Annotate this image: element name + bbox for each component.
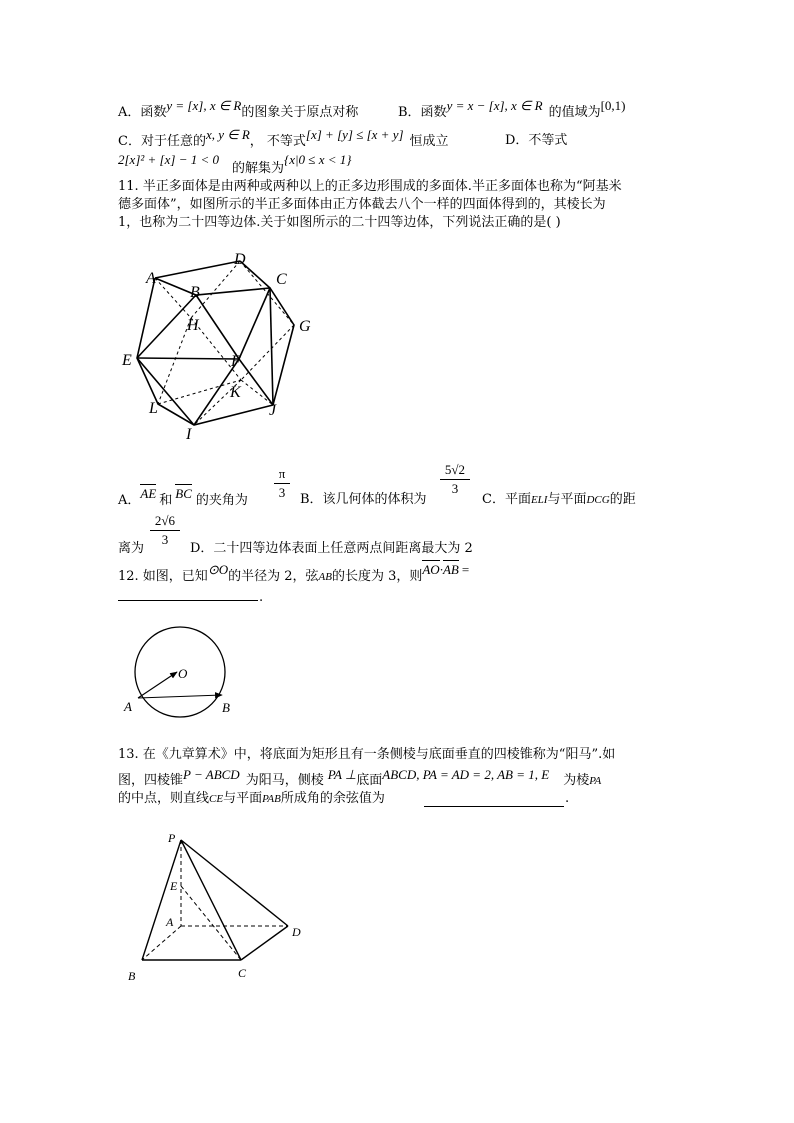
q12-equals: = xyxy=(461,562,470,577)
q11-vertex-b: B xyxy=(190,284,200,301)
q10-option-b xyxy=(398,98,626,121)
q10-a-label: A．函数 xyxy=(118,105,167,120)
q11-plane-eli: ELI xyxy=(530,494,548,506)
q12-vector-ao: AO xyxy=(422,562,440,577)
q11-line-1: 11. 半正多面体是由两种或两种以上的正多边形围成的多面体.半正多面体也称为“阿基米 xyxy=(118,179,622,194)
q11-a-text: 的夹角为 xyxy=(195,493,248,508)
q13-label-c: C xyxy=(238,966,247,980)
q10-b-range: [0,1) xyxy=(600,98,626,113)
q11-a-and: 和 xyxy=(159,493,173,508)
q12-label-a: A xyxy=(124,699,132,714)
q12-label-o: O xyxy=(178,666,188,681)
q11-c-text: 与平面 xyxy=(547,492,587,507)
q11-polyhedron-figure xyxy=(118,245,328,445)
q13-line-3 xyxy=(118,791,385,807)
q10-d-label: D．不等式 xyxy=(505,133,568,148)
q12-circle-figure xyxy=(118,620,248,720)
q11-vertex-i: I xyxy=(186,426,192,443)
q12-circle-symbol: ⊙O xyxy=(207,562,229,577)
q13-text-c: 底面 xyxy=(356,773,383,788)
q11-distance-denominator: 3 xyxy=(161,532,169,547)
q11-vertex-h: H xyxy=(187,317,199,334)
q13-text-d: 为棱 xyxy=(563,773,590,788)
q11-option-c xyxy=(482,492,636,508)
q12-text-2: 的长度为 3，则 xyxy=(331,569,423,584)
q10-option-d-tail xyxy=(232,152,352,177)
q11-vertex-f: F xyxy=(231,353,241,370)
q12-stem xyxy=(118,562,470,585)
q11-vertex-e: E xyxy=(122,352,132,369)
q11-volume-fraction xyxy=(440,462,470,497)
q11-vector-bc: BC xyxy=(175,486,192,501)
q13-line-2 xyxy=(118,767,602,789)
q11-option-c-cont: 离为 xyxy=(118,541,145,556)
q13-text-g: 所成角的余弦值为 xyxy=(280,791,385,806)
q11-vertex-c: C xyxy=(276,271,287,288)
q10-option-d xyxy=(118,152,219,169)
q13-line-1: 13. 在《九章算术》中，将底面为矩形且有一条侧棱与底面垂直的四棱锥称为“阳马”.如 xyxy=(118,747,616,762)
q11-vertex-l: L xyxy=(149,400,158,417)
q11-line-3: 1，也称为二十四等边体.关于如图所示的二十四等边体，下列说法正确的是( ) xyxy=(118,215,561,230)
q11-a-label: A． xyxy=(118,493,141,508)
q10-c-inequality: [x] + [y] ≤ [x + y] xyxy=(305,127,404,142)
q10-option-a xyxy=(118,98,359,121)
q11-option-b: B．该几何体的体积为 xyxy=(300,492,427,507)
q13-text-f: 与平面 xyxy=(223,791,263,806)
q11-option-a xyxy=(118,486,248,509)
q11-vector-ae: AE xyxy=(140,486,157,501)
q12-dot: · xyxy=(439,562,443,577)
q13-conditions: ABCD, PA = AD = 2, AB = 1, E xyxy=(382,767,550,782)
q11-vertex-d: D xyxy=(234,251,246,268)
q11-vertex-a: A xyxy=(146,270,156,287)
q13-label-a: A xyxy=(166,915,174,929)
q11-angle-denominator: 3 xyxy=(278,485,286,500)
q13-label-e: E xyxy=(170,879,178,893)
q12-chord: AB xyxy=(318,571,332,583)
q11-plane-dcg: DCG xyxy=(586,494,610,506)
q13-pyramid-figure xyxy=(118,820,318,990)
q11-angle-bar xyxy=(274,483,290,484)
q11-line-2: 德多面体”，如图所示的半正多面体由正方体截去八个一样的四面体得到的，其棱长为 xyxy=(118,197,606,212)
q13-label-b: B xyxy=(128,969,136,983)
q13-text-b: 为阳马，侧棱 xyxy=(245,773,324,788)
q13-label-d: D xyxy=(292,925,301,939)
q10-a-formula: y = [x], x ∈ R xyxy=(166,98,242,113)
q10-option-d-lead xyxy=(505,133,567,149)
q12-lead: 12. 如图，已知 xyxy=(118,569,208,584)
q11-volume-numerator: 5√2 xyxy=(444,462,466,477)
q11-vertex-g: G xyxy=(299,318,311,335)
q11-angle-numerator: π xyxy=(278,466,286,481)
q10-c-tail: 恒成立 xyxy=(409,134,449,149)
q10-d-formula: 2[x]² + [x] − 1 < 0 xyxy=(118,152,219,167)
q13-answer-blank xyxy=(424,806,564,807)
q11-c-label: C．平面 xyxy=(482,492,531,507)
q13-period: . xyxy=(565,791,570,806)
q11-distance-bar xyxy=(150,530,180,531)
q12-label-b: B xyxy=(222,700,230,715)
q10-b-formula: y = x − [x], x ∈ R xyxy=(446,98,543,113)
q10-c-formula: x, y ∈ R xyxy=(205,127,250,142)
q11-distance-numerator: 2√6 xyxy=(154,513,176,528)
q13-text-a: 图，四棱锥 xyxy=(118,773,184,788)
q13-label-p: P xyxy=(168,831,176,845)
q13-line-ce: CE xyxy=(209,793,224,805)
q11-vertex-k: K xyxy=(230,384,241,401)
q10-d-set: {x|0 ≤ x < 1} xyxy=(284,152,352,167)
q11-vertex-j: J xyxy=(269,402,277,419)
q11-c-tail: 的距 xyxy=(609,492,636,507)
q13-perpendicular: PA ⊥ xyxy=(327,767,357,782)
q13-plane-pab: PAB xyxy=(262,793,281,805)
q12-text: 的半径为 2，弦 xyxy=(228,569,319,584)
q13-text-e: 的中点，则直线 xyxy=(118,791,210,806)
q12-period: . xyxy=(259,590,264,605)
q10-b-text: 的值域为 xyxy=(548,105,601,120)
q11-volume-denominator: 3 xyxy=(451,481,459,496)
q11-angle-fraction xyxy=(274,466,290,501)
q12-answer-blank xyxy=(118,600,258,601)
q10-a-text: 的图象关于原点对称 xyxy=(241,105,359,120)
q10-option-c xyxy=(118,127,449,150)
q12-vector-ab: AB xyxy=(442,562,459,577)
q10-c-label: C．对于任意的 xyxy=(118,134,206,149)
q11-distance-fraction xyxy=(150,513,180,548)
q10-b-label: B．函数 xyxy=(398,105,447,120)
q10-c-text: ， 不等式 xyxy=(249,134,306,149)
q11-option-d: D．二十四等边体表面上任意两点间距离最大为 2 xyxy=(190,541,473,556)
q13-edge-pa: PA xyxy=(589,775,602,787)
q11-volume-bar xyxy=(440,479,470,480)
q10-d-text: 的解集为 xyxy=(232,161,285,176)
q13-pyramid: P − ABCD xyxy=(183,767,240,782)
